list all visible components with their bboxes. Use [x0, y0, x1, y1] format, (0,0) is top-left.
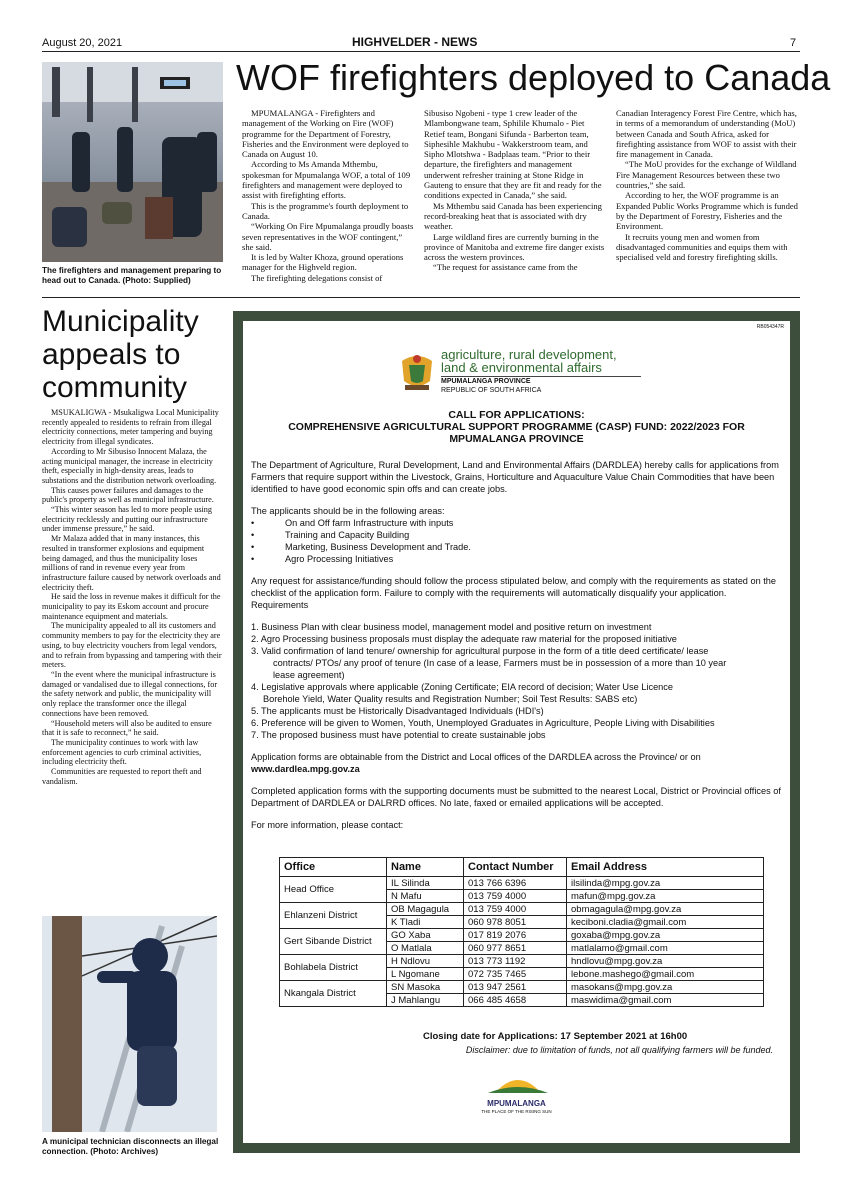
name-cell: OB Magagula [387, 903, 464, 916]
section-rule [42, 297, 800, 298]
firefighters-caption: The firefighters and management preparing to head out to Canada. (Photo: Supplied) [42, 266, 222, 285]
programme-heading-line2: MPUMALANGA PROVINCE [449, 433, 584, 445]
list-item: • Training and Capacity Building [251, 530, 410, 540]
name-cell: L Ngomane [387, 968, 464, 981]
story1-column-3 [616, 108, 801, 262]
requirement-line: Borehole Yield, Water Quality results and Registration Number; Soil Test Results: SABS etc) [263, 694, 638, 704]
requirement-line: 1. Business Plan with clear business model, management model and positive return on investment [251, 622, 652, 632]
list-item: • On and Off farm Infrastructure with inputs [251, 518, 454, 528]
area-text: Marketing, Business Development and Trade. [285, 542, 471, 552]
paragraph: According to Ms Amanda Mthembu, spokesman for Mpumalanga WOF, a total of 109 firefighters and management were deployed to assist with firefighting efforts. [242, 159, 411, 201]
phone-cell: 013 766 6396 [464, 877, 567, 890]
paragraph: According to Mr Sibusiso Innocent Malaza, the acting municipal manager, the increase in electricity theft, especially in high-density areas, leads to substations and the distribution network overloading. [42, 446, 217, 485]
email-cell: keciboni.cladia@gmail.com [567, 916, 764, 929]
paragraph: He said the loss in revenue makes it difficult for the municipality to pay its Eskom account and procure maintenance equipment and materials. [42, 592, 221, 621]
email-cell: lebone.mashego@gmail.com [567, 968, 764, 981]
name-cell: IL Silinda [387, 877, 464, 890]
province-label: MPUMALANGA PROVINCE [441, 378, 531, 385]
casp-advert [243, 321, 790, 1143]
table-row [280, 929, 764, 942]
country-label: REPUBLIC OF SOUTH AFRICA [441, 387, 542, 394]
paragraph: It recruits young men and women from disadvantaged communities and equips them with specialised veld and forestry firefighting skills. [616, 231, 788, 263]
paragraph: “This winter season has led to more people using electricity recklessly and putting our infrastructure under immense pressure,” he said. [42, 505, 212, 534]
paragraph: According to her, the WOF programme is an Expanded Public Works Programme which is funded by the Department of Forestry, Fisheries and the Environment. [616, 190, 798, 232]
story1-column-1 [242, 108, 415, 283]
technician-photo [42, 916, 217, 1132]
column-header: Contact Number [464, 858, 567, 877]
paragraph: MSUKALIGWA - Msukaligwa Local Municipality recently appealed to residents to refrain from illegal electricity connections, meter tampering and buying electricity from illegal syndicates. [42, 408, 219, 447]
paragraph: The municipality appealed to all its customers and community members to pay for the electricity they are using, to buy electricity vouchers from legal vendors, and to refrain from bypassing and tampering with their meters. [42, 621, 222, 670]
phone-cell: 013 947 2561 [464, 981, 567, 994]
section-title: HIGHVELDER - NEWS [352, 35, 478, 49]
paragraph: “The request for assistance came from the [433, 262, 578, 273]
headline-line: Municipality [42, 305, 199, 338]
phone-cell: 072 735 7465 [464, 968, 567, 981]
mpumalanga-sun-logo-icon [483, 1071, 553, 1097]
story1-headline: WOF firefighters deployed to Canada [236, 57, 831, 98]
footer-logo-text: MPUMALANGA [487, 1099, 546, 1108]
name-cell: O Matlala [387, 942, 464, 955]
areas-list [251, 517, 783, 565]
paragraph: Communities are requested to report theft and vandalism. [42, 767, 202, 786]
website-link[interactable]: www.dardlea.mpg.gov.za [251, 764, 360, 774]
phone-cell: 060 978 8051 [464, 916, 567, 929]
paragraph: Sibusiso Ngobeni - type 1 crew leader of the Mlambongwane team, Sphilile Khumalo - Piet Retief team, Bongani Sifunda - Barberton team, Siphesihle Makhubu - Wakkerstroom team, and Sipho Mlotshwa - Badplaas team. “Prior to their departure, the firefighters and management underwent refresher training at Stone Ridge in Gauteng to ensure that they are fit and ready for the conditions expected in Canada,” she said. [424, 108, 602, 201]
paragraph: “Working On Fire Mpumalanga proudly boasts seven representatives in the WOF contingent,” she said. [242, 221, 414, 252]
intro-paragraph: The Department of Agriculture, Rural Development, Land and Environmental Affairs (DARDLEA) hereby calls for applications from Farmers that require support within the Livestock, Grains, Horticulture and Aquaculture Value Chain Commodities that have been identified to have good economic spin offs and can create jobs. [251, 460, 779, 494]
office-cell: Gert Sibande District [280, 929, 387, 955]
department-name [441, 348, 617, 374]
table-row [280, 903, 764, 916]
requirement-line: 6. Preference will be given to Women, Youth, Unemployed Graduates in Agriculture, People Living with Disabilities [251, 718, 715, 728]
office-cell: Nkangala District [280, 981, 387, 1007]
page-number: 7 [790, 37, 797, 49]
office-cell: Head Office [280, 877, 387, 903]
issue-date: August 20, 2021 [42, 37, 123, 49]
requirement-line: 5. The applicants must be Historically Disadvantaged Individuals (HDI's) [251, 706, 544, 716]
department-line: land & environmental affairs [441, 360, 602, 375]
column-header: Name [387, 858, 464, 877]
column-header: Email Address [567, 858, 764, 877]
paragraph: The municipality continues to work with law enforcement agencies to curb criminal activities, including electricity theft. [42, 737, 202, 767]
requirements-title: Requirements [251, 600, 309, 610]
table-row [280, 877, 764, 890]
requirement-line: contracts/ PTOs/ any proof of tenure (In case of a lease, Farmers must be in possession of a more than 10 year [273, 658, 727, 668]
table-header-row [280, 858, 764, 877]
column-header: Office [280, 858, 387, 877]
story2-body [42, 408, 222, 786]
header-rule [42, 51, 800, 52]
paragraph: “Household meters will also be audited to ensure that it is safe to reconnect,” he said. [42, 718, 212, 738]
name-cell: H Ndlovu [387, 955, 464, 968]
paragraph: “The MoU provides for the exchange of Wildland Fire Management Resources between these two countries,” she said. [616, 159, 797, 191]
disclaimer: Disclaimer: due to limitation of funds, not all qualifying farmers will be funded. [465, 1045, 773, 1055]
paragraph: Ms Mthembu said Canada has been experiencing record-breaking heat that is associated with dry weather. [424, 200, 602, 232]
contacts-table [279, 857, 764, 1007]
paragraph: This causes power failures and damages to the public's property as well as municipal infrastructure. [42, 485, 214, 505]
headline-line: appeals to [42, 338, 181, 371]
requirement-line: 7. The proposed business must have potential to create sustainable jobs [251, 730, 546, 740]
list-item: • Marketing, Business Development and Trade. [251, 542, 471, 552]
requirement-line: 2. Agro Processing business proposals must display the adequate raw material for the proposed initiative [251, 634, 677, 644]
programme-heading: COMPREHENSIVE AGRICULTURAL SUPPORT PROGRAMME (CASP) FUND: 2022/2023 FOR [288, 421, 745, 433]
process-paragraph: Any request for assistance/funding should follow the process stipulated below, and comply with the requirements as stated on the checklist of the application form. Failure to comply with the requirements will automatically disqualify your application. [251, 576, 777, 598]
email-cell: matlalamo@gmail.com [567, 942, 764, 955]
name-cell: J Mahlangu [387, 994, 464, 1007]
phone-cell: 066 485 4658 [464, 994, 567, 1007]
paragraph: Canadian Interagency Forest Fire Centre, which has, in terms of a memorandum of understanding (MoU) between Canada and South Africa, asked for firefighting assistance from WOF to assist with their fire management in Canada. [616, 108, 797, 160]
submit-paragraph: Completed application forms with the supporting documents must be submitted to the nearest Local, District or Provincial offices of Department of DARDLEA or DALRRD offices. No late, faxed or emailed applications will be accepted. [251, 786, 781, 808]
areas-intro: The applicants should be in the following areas: [251, 506, 445, 516]
office-cell: Bohlabela District [280, 955, 387, 981]
paragraph: MPUMALANGA - Firefighters and management of the Working on Fire (WOF) programme for the Department of Forestry, Fisheries and the Environment were deployed to Canada on August 10. [242, 108, 409, 160]
technician-caption: A municipal technician disconnects an illegal connection. (Photo: Archives) [42, 1137, 219, 1156]
name-cell: GO Xaba [387, 929, 464, 942]
requirement-line: 3. Valid confirmation of land tenure/ ownership for agricultural purpose in the form of a title deed certificate/ lease [251, 646, 709, 656]
paragraph: It is led by Walter Khoza, ground operations manager for the Highveld region. [242, 252, 404, 273]
department-line: agriculture, rural development, [441, 347, 617, 362]
paragraph: The firefighting delegations consist of [251, 272, 383, 283]
paragraph: Mr Malaza added that in many instances, this resulted in transformer explosions and equipment being damaged, and thus the municipality loses millions of rand in revenue every year from infrastructure failure caused by network overloads and electricity theft. [42, 534, 221, 592]
name-cell: N Mafu [387, 890, 464, 903]
headline-line: community [42, 371, 188, 404]
phone-cell: 017 819 2076 [464, 929, 567, 942]
phone-cell: 013 759 4000 [464, 903, 567, 916]
table-row [280, 955, 764, 968]
paragraph: “In the event where the municipal infrastructure is damaged or vandalised due to illegal connections, for the safety network and public, the municipality will only replace the transformer once the illegal connections have been removed. [42, 669, 218, 718]
paragraph: Large wildland fires are currently burning in the province of Manitoba and extreme fire danger exists across the western provinces. [424, 231, 605, 263]
more-info-label: For more information, please contact: [251, 820, 404, 830]
advert-title [243, 409, 790, 445]
email-cell: obmagagula@mpg.gov.za [567, 903, 764, 916]
area-text: Training and Capacity Building [285, 530, 410, 540]
logo-rule [441, 376, 641, 377]
name-cell: SN Masoka [387, 981, 464, 994]
table-row [280, 981, 764, 994]
requirement-line: lease agreement) [273, 670, 345, 680]
advert-body [251, 459, 783, 831]
coat-of-arms-icon [397, 351, 437, 393]
name-cell: K Tladi [387, 916, 464, 929]
call-heading: CALL FOR APPLICATIONS: [448, 409, 585, 421]
area-text: On and Off farm Infrastructure with inputs [285, 518, 454, 528]
paragraph: This is the programme's fourth deployment to Canada. [242, 200, 409, 221]
email-cell: goxaba@mpg.gov.za [567, 929, 764, 942]
email-cell: masokans@mpg.gov.za [567, 981, 764, 994]
obtain-paragraph: Application forms are obtainable from the District and Local offices of the DARDLEA across the Province/ or on [251, 752, 701, 762]
footer-tagline: THE PLACE OF THE RISING SUN [481, 1109, 552, 1114]
email-cell: hndlovu@mpg.gov.za [567, 955, 764, 968]
advert-ref: RB054347R [756, 324, 784, 330]
phone-cell: 060 977 8651 [464, 942, 567, 955]
list-item: • Agro Processing Initiatives [251, 554, 394, 564]
closing-date: Closing date for Applications: 17 September 2021 at 16h00 [423, 1031, 688, 1042]
firefighters-photo [42, 62, 223, 262]
contacts-table-wrapper [279, 857, 764, 1007]
requirement-line: 4. Legislative approvals where applicable (Zoning Certificate; EIA record of decision; Water Use Licence [251, 682, 673, 692]
story1-column-2 [424, 108, 606, 273]
area-text: Agro Processing Initiatives [285, 554, 394, 564]
story2-headline [42, 305, 199, 404]
email-cell: mafun@mpg.gov.za [567, 890, 764, 903]
email-cell: ilsilinda@mpg.gov.za [567, 877, 764, 890]
email-cell: maswidima@gmail.com [567, 994, 764, 1007]
office-cell: Ehlanzeni District [280, 903, 387, 929]
phone-cell: 013 773 1192 [464, 955, 567, 968]
phone-cell: 013 759 4000 [464, 890, 567, 903]
requirements-list [251, 621, 783, 741]
